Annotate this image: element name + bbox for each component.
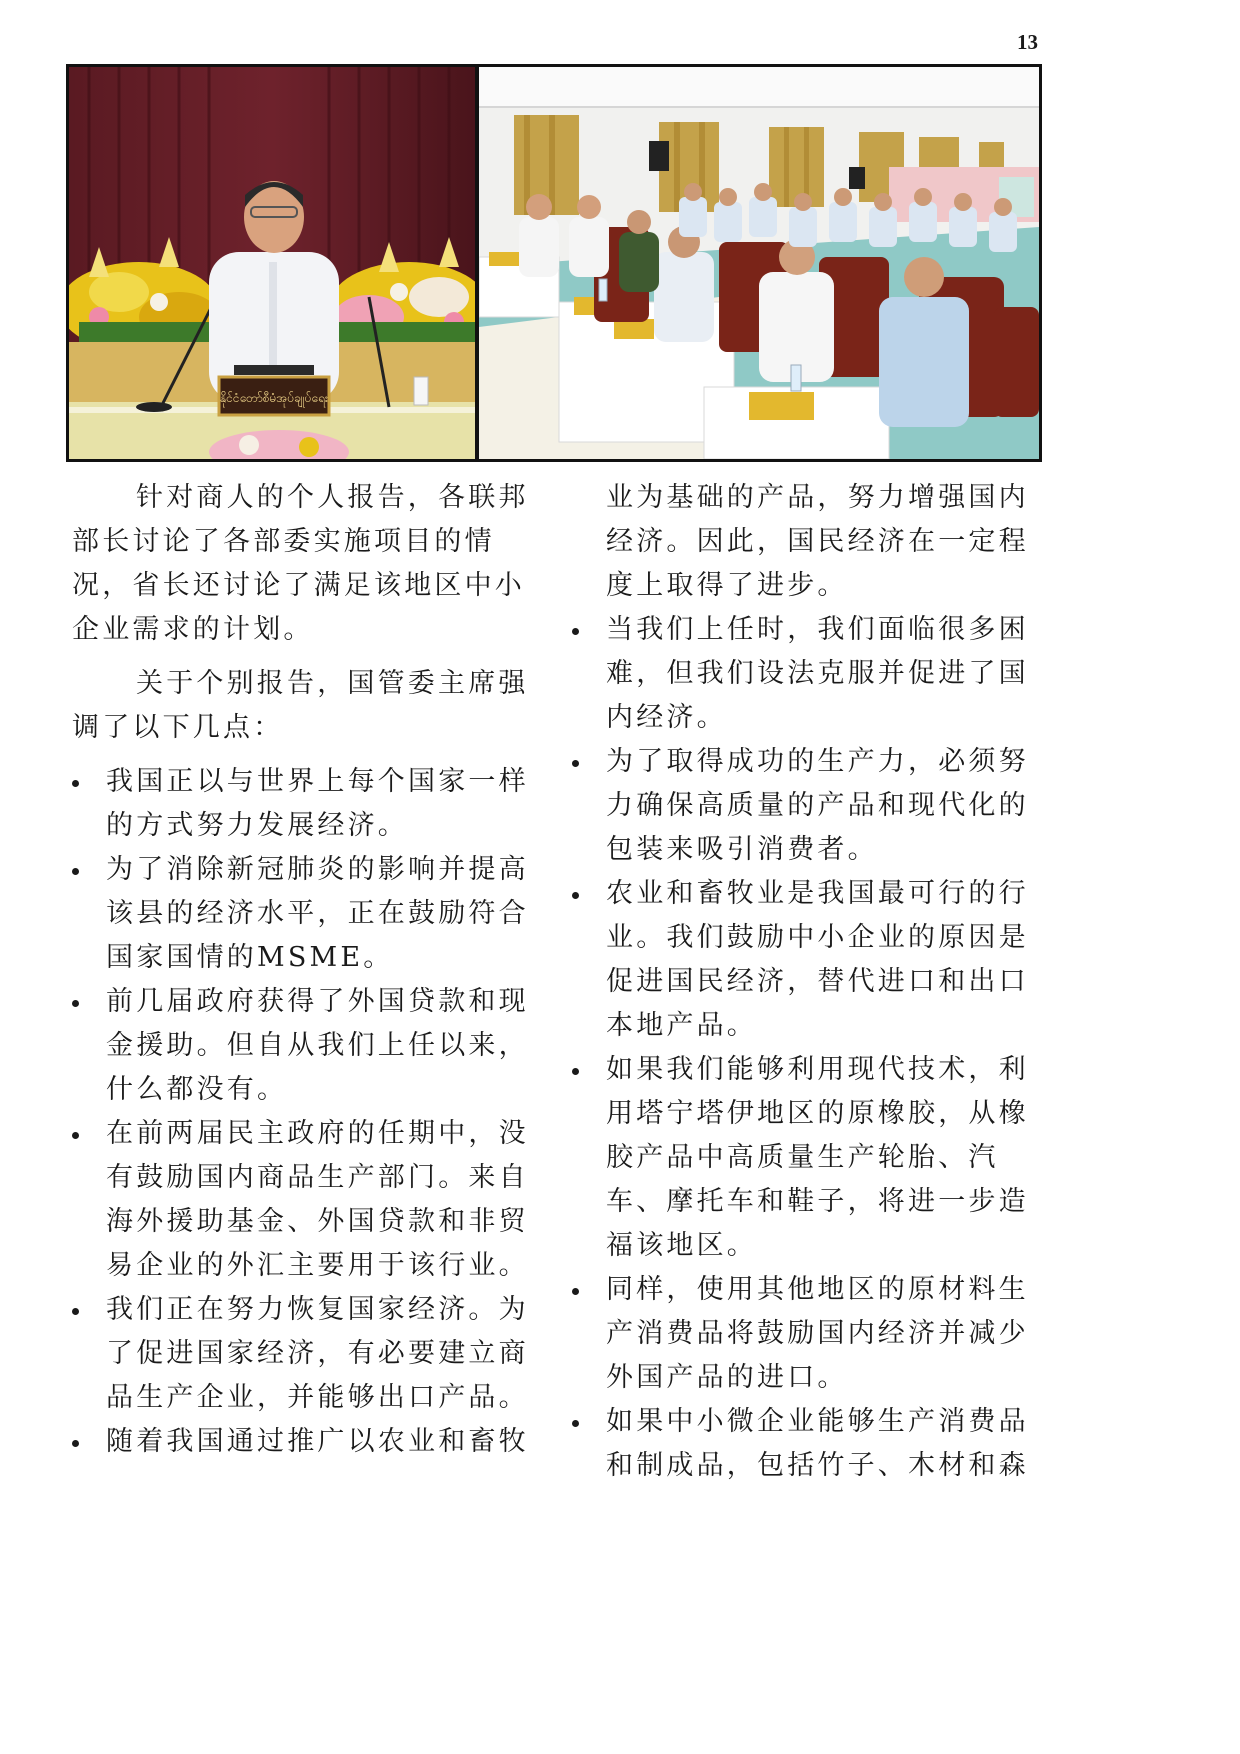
bullet-icon [572,892,579,899]
bullet-icon [72,1440,79,1447]
list-item [572,1048,1042,1268]
audience-photo [479,67,1039,459]
photo-strip [66,64,1042,462]
bullet-icon [572,1288,579,1295]
list-item-text: 为了消除新冠肺炎的影响并提高该县的经济水平，正在鼓励符合国家国情的MSME。 [106,854,529,973]
paragraph: 关于个别报告，国管委主席强调了以下几点： [72,668,529,743]
list-item-text: 当我们上任时，我们面临很多困难，但我们设法克服并促进了国内经济。 [606,614,1029,733]
list-item-text: 如果中小微企业能够生产消费品和制成品，包括竹子、木材和森 [606,1406,1029,1481]
list-item [72,1420,542,1464]
bullet-icon [572,1068,579,1075]
list-item-text: 如果我们能够利用现代技术，利用塔宁塔伊地区的原橡胶，从橡胶产品中高质量生产轮胎、汽车、摩托车和鞋子，将进一步造福该地区。 [606,1054,1029,1261]
list-item-text: 前几届政府获得了外国贷款和现金援助。但自从我们上任以来，什么都没有。 [106,986,529,1105]
list-item-text: 我们正在努力恢复国家经济。为了促进国家经济，有必要建立商品生产企业，并能够出口产品。 [106,1294,529,1413]
bullet-icon [72,780,79,787]
list-item-text: 农业和畜牧业是我国最可行的行业。我们鼓励中小企业的原因是促进国民经济，替代进口和出口本地产品。 [606,878,1029,1041]
list-item-text: 随着我国通过推广以农业和畜牧 [106,1426,529,1457]
bullet-icon [72,1308,79,1315]
list-item [572,740,1042,872]
list-item-text: 业为基础的产品，努力增强国内经济。因此，国民经济在一定程度上取得了进步。 [606,482,1029,601]
bullet-list [72,760,542,1464]
list-item-text: 我国正以与世界上每个国家一样的方式努力发展经济。 [106,766,529,841]
bullet-list [572,476,1042,1488]
bullet-icon [72,1000,79,1007]
bullet-icon [72,868,79,875]
paragraph: 针对商人的个人报告，各联邦部长讨论了各部委实施项目的情况，省长还讨论了满足该地区中小企业需求的计划。 [72,482,529,645]
page-number: 13 [1017,30,1038,54]
list-item [72,848,542,980]
list-item [72,760,542,848]
list-item [72,1112,542,1288]
list-item [572,1268,1042,1400]
list-item-text: 在前两届民主政府的任期中，没有鼓励国内商品生产部门。来自海外援助基金、外国贷款和非贸易企业的外汇主要用于该行业。 [106,1118,529,1281]
bullet-icon [572,628,579,635]
nameplate-text: နိုင်ငံတော်စီမံအုပ်ချုပ်ရေး [220,391,328,405]
right-text-column [572,476,1042,1488]
list-item-continuation [572,476,1042,608]
list-item [72,980,542,1112]
list-item-text: 为了取得成功的生产力，必须努力确保高质量的产品和现代化的包装来吸引消费者。 [606,746,1029,865]
list-item [72,1288,542,1420]
list-item-text: 同样，使用其他地区的原材料生产消费品将鼓励国内经济并减少外国产品的进口。 [606,1274,1029,1393]
bullet-icon [572,760,579,767]
list-item [572,1400,1042,1488]
list-item [572,608,1042,740]
bullet-icon [572,1420,579,1427]
left-text-column [72,476,542,1464]
speaker-photo [69,67,475,459]
list-item [572,872,1042,1048]
bullet-icon [72,1132,79,1139]
